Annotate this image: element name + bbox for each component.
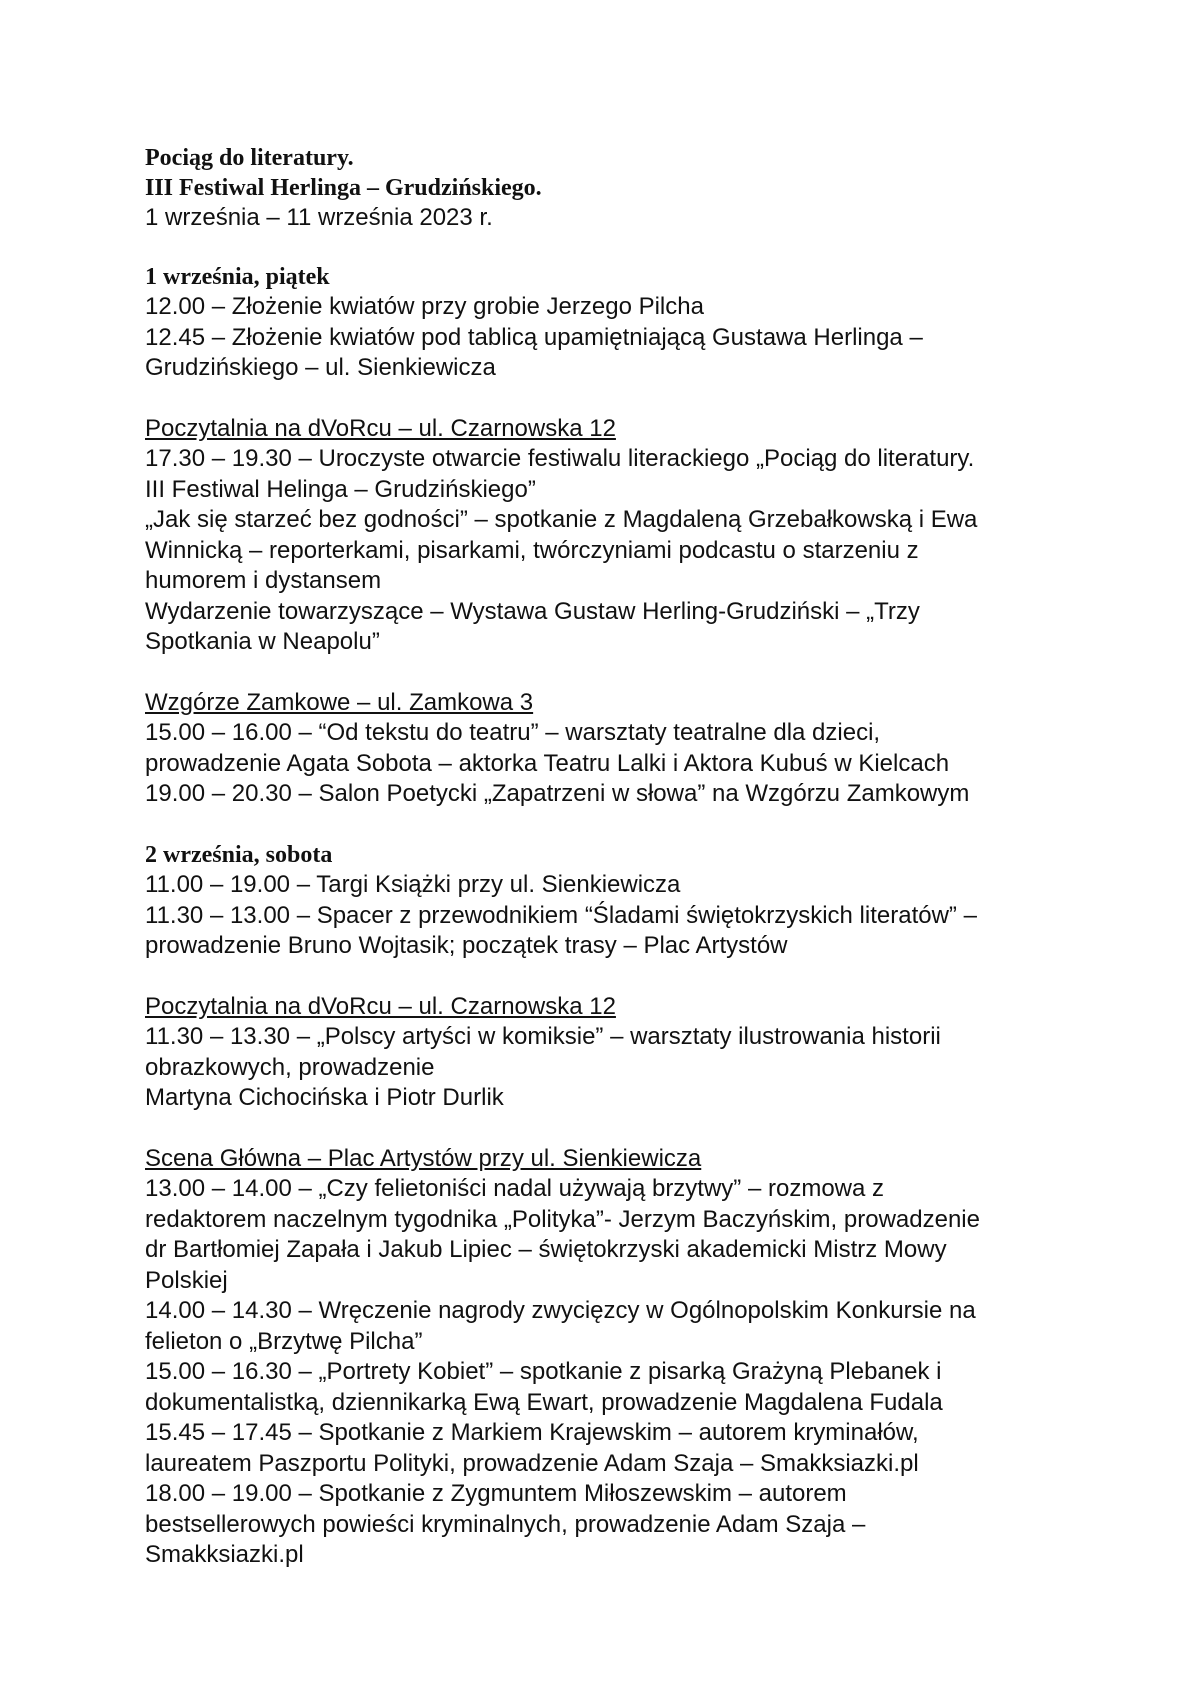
event-line: 15.00 – 16.30 – „Portrety Kobiet” – spotkanie z pisarką Grażyną Plebanek i xyxy=(145,1358,942,1385)
venue-name: Wzgórze Zamkowe – ul. Zamkowa 3 xyxy=(145,688,534,716)
event-line: Grudzińskiego – ul. Sienkiewicza xyxy=(145,354,496,381)
event-line: 11.30 – 13.30 – „Polscy artyści w komiksie” – warsztaty ilustrowania historii xyxy=(145,1023,941,1050)
event-line: 15.45 – 17.45 – Spotkanie z Markiem Krajewskim – autorem kryminałów, xyxy=(145,1419,919,1446)
festival-subtitle: III Festiwal Herlinga – Grudzińskiego. xyxy=(145,175,542,201)
event-line: „Jak się starzeć bez godności” – spotkanie z Magdaleną Grzebałkowską i Ewa xyxy=(145,506,978,533)
event-line: 12.45 – Złożenie kwiatów pod tablicą upamiętniającą Gustawa Herlinga – xyxy=(145,323,923,351)
event-line: III Festiwal Helinga – Grudzińskiego” xyxy=(145,475,536,503)
event-line: 11.00 – 19.00 – Targi Książki przy ul. Sienkiewicza xyxy=(145,871,681,898)
day-heading: 2 września, sobota xyxy=(145,841,333,868)
event-line: dokumentalistką, dziennikarką Ewą Ewart, prowadzenie Magdalena Fudala xyxy=(145,1388,943,1416)
event-line: 17.30 – 19.30 – Uroczyste otwarcie festiwalu literackiego „Pociąg do literatury. xyxy=(145,445,975,472)
event-line: laureatem Paszportu Polityki, prowadzenie Adam Szaja – Smakksiazki.pl xyxy=(145,1449,919,1477)
event-line: prowadzenie Agata Sobota – aktorka Teatru Lalki i Aktora Kubuś w Kielcach xyxy=(145,749,950,777)
day-heading: 1 września, piątek xyxy=(145,263,330,290)
event-line: Wydarzenie towarzyszące – Wystawa Gustaw Herling-Grudziński – „Trzy xyxy=(145,597,920,625)
document-page xyxy=(145,143,1165,1571)
event-line: obrazkowych, prowadzenie xyxy=(145,1053,435,1081)
venue-block xyxy=(145,688,1165,810)
event-line: prowadzenie Bruno Wojtasik; początek trasy – Plac Artystów xyxy=(145,932,788,959)
venue-block xyxy=(145,1144,1165,1571)
day-1-section xyxy=(145,262,1165,810)
event-line: Winnicką – reporterkami, pisarkami, twórczyniami podcastu o starzeniu z xyxy=(145,536,919,564)
event-line: Martyna Cichocińska i Piotr Durlik xyxy=(145,1084,504,1111)
event-line: Polskiej xyxy=(145,1266,228,1294)
event-line: 19.00 – 20.30 – Salon Poetycki „Zapatrzeni w słowa” na Wzgórzu Zamkowym xyxy=(145,780,970,807)
event-line: 12.00 – Złożenie kwiatów przy grobie Jerzego Pilcha xyxy=(145,293,704,320)
venue-block xyxy=(145,992,1165,1114)
event-line: humorem i dystansem xyxy=(145,567,382,594)
event-line: 14.00 – 14.30 – Wręczenie nagrody zwycięzcy w Ogólnopolskim Konkursie na xyxy=(145,1297,976,1324)
day-2-section xyxy=(145,840,1165,1571)
venue-name: Poczytalnia na dVoRcu – ul. Czarnowska 12 xyxy=(145,992,616,1020)
event-line: 15.00 – 16.00 – “Od tekstu do teatru” – warsztaty teatralne dla dzieci, xyxy=(145,719,881,746)
event-line: dr Bartłomiej Zapała i Jakub Lipiec – świętokrzyski akademicki Mistrz Mowy xyxy=(145,1236,947,1263)
venue-name: Poczytalnia na dVoRcu – ul. Czarnowska 12 xyxy=(145,414,616,442)
document-header xyxy=(145,143,1165,234)
festival-title: Pociąg do literatury. xyxy=(145,145,354,171)
event-line: bestsellerowych powieści kryminalnych, prowadzenie Adam Szaja – xyxy=(145,1510,866,1538)
event-line: Smakksiazki.pl xyxy=(145,1541,304,1568)
event-line: felieton o „Brzytwę Pilcha” xyxy=(145,1327,423,1355)
venue-block xyxy=(145,414,1165,658)
event-line: 18.00 – 19.00 – Spotkanie z Zygmuntem Miłoszewskim – autorem xyxy=(145,1480,847,1507)
event-line: Spotkania w Neapolu” xyxy=(145,628,380,655)
event-line: 11.30 – 13.00 – Spacer z przewodnikiem “Śladami świętokrzyskich literatów” – xyxy=(145,901,977,929)
festival-dates: 1 września – 11 września 2023 r. xyxy=(145,204,493,231)
event-line: 13.00 – 14.00 – „Czy felietoniści nadal używają brzytwy” – rozmowa z xyxy=(145,1175,885,1202)
venue-name: Scena Główna – Plac Artystów przy ul. Sienkiewicza xyxy=(145,1144,702,1172)
event-line: redaktorem naczelnym tygodnika „Polityka”- Jerzym Baczyńskim, prowadzenie xyxy=(145,1205,980,1233)
